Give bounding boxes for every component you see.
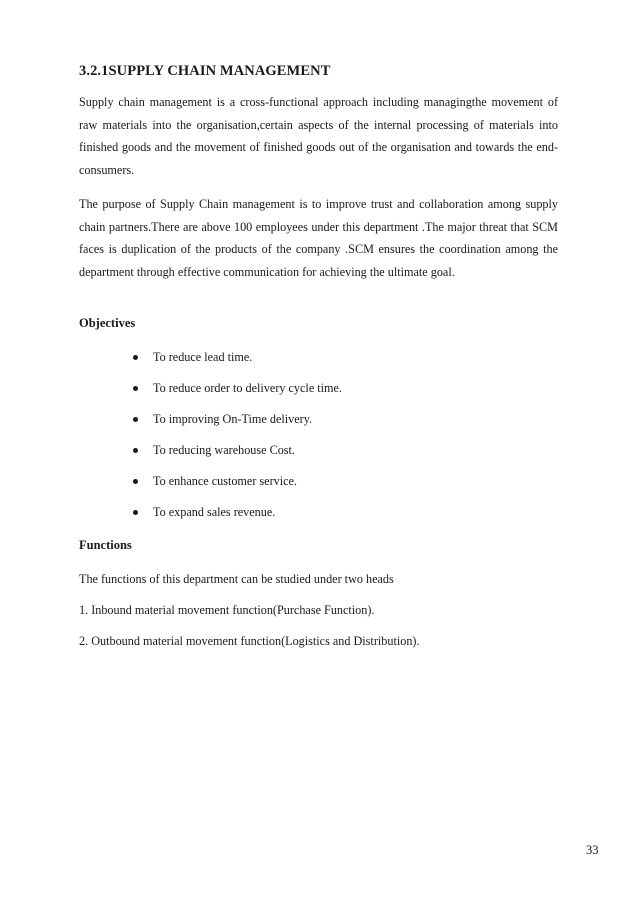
list-item-text: To reduce lead time. [153,350,253,364]
functions-intro: The functions of this department can be studied under two heads [79,572,394,586]
bullet-icon [133,510,138,515]
list-item-text: To enhance customer service. [153,474,297,488]
list-item-text: To improving On-Time delivery. [153,412,313,426]
list-item-text: To expand sales revenue. [153,505,276,519]
page-number: 33 [586,843,599,857]
bullet-icon [133,355,138,360]
functions-heading: Functions [79,538,132,552]
bullet-icon [133,479,138,484]
objectives-heading: Objectives [79,316,136,330]
section-heading: 3.2.1SUPPLY CHAIN MANAGEMENT [79,63,331,79]
list-item-text: To reduce order to delivery cycle time. [153,381,342,395]
bullet-icon [133,417,138,422]
purpose-paragraph: The purpose of Supply Chain management is to improve trust and collaboration among supply chain partners.There are above 100 employees under this department .The major threat that SCM faces is duplication of the products of the company .SCM ensures the coordination among the department through effective communication for achieving the ultimate goal. [79,197,558,279]
intro-paragraph: Supply chain management is a cross-functional approach including managingthe movement of raw materials into the organisation,certain aspects of the internal processing of materials into finished goods and the movement of finished goods out of the organisation and towards the end-consumers. [79,95,558,177]
function-item-outbound: 2. Outbound material movement function(Logistics and Distribution). [79,634,420,648]
bullet-icon [133,386,138,391]
function-item-inbound: 1. Inbound material movement function(Purchase Function). [79,603,375,617]
bullet-icon [133,448,138,453]
list-item-text: To reducing warehouse Cost. [153,443,295,457]
